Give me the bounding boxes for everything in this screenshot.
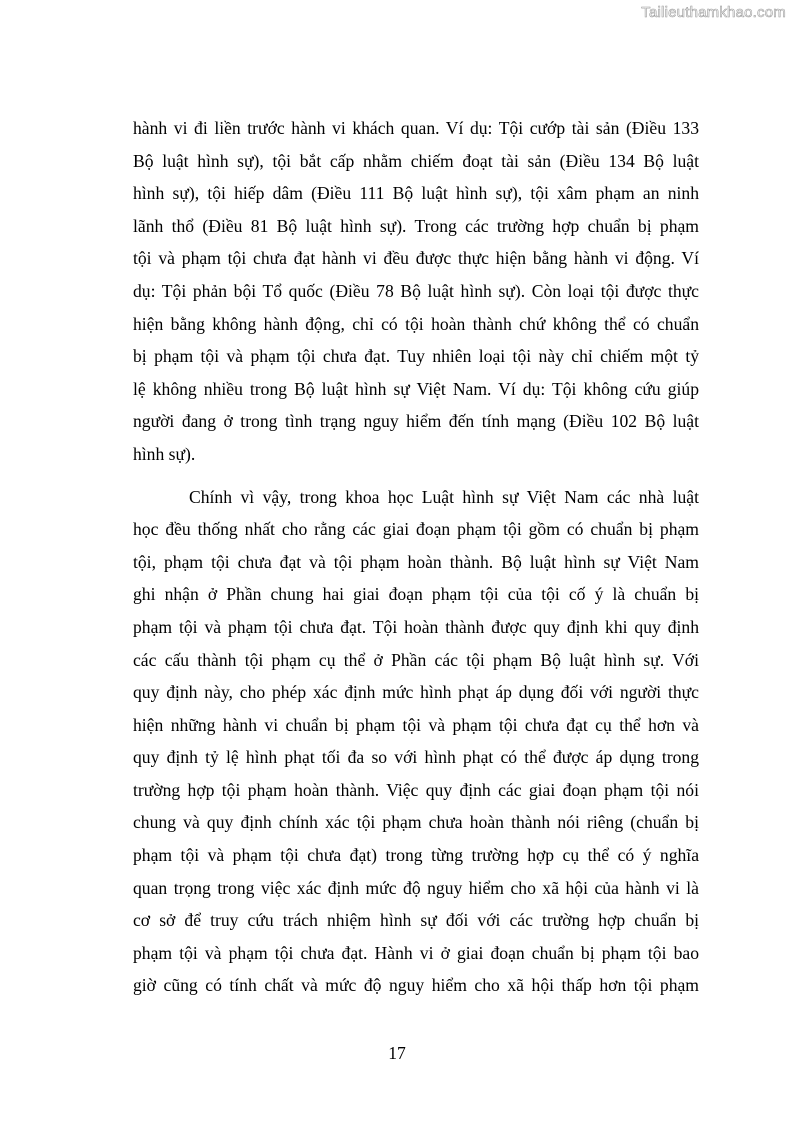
text-line: quy định tỷ lệ hình phạt tối đa so với hình phạt có thể được áp dụng trong xyxy=(133,747,699,768)
text-line: Bộ luật hình sự), tội bắt cấp nhằm chiếm đoạt tài sản (Điều 134 Bộ luật xyxy=(133,150,699,171)
text-line: giờ cũng có tính chất và mức độ nguy hiểm cho xã hội thấp hơn tội phạm xyxy=(133,975,699,996)
text-line: phạm tội và phạm tội chưa đạt. Hành vi ở giai đoạn chuẩn bị phạm tội bao xyxy=(133,942,699,963)
text-line: hiện bằng không hành động, chỉ có tội hoàn thành chứ không thể có chuẩn xyxy=(133,313,699,334)
text-line: bị phạm tội và phạm tội chưa đạt. Tuy nhiên loại tội này chỉ chiếm một tỷ xyxy=(133,346,699,367)
watermark-text: Tailieuthamkhao.com xyxy=(641,4,786,21)
text-line: trường hợp tội phạm hoàn thành. Việc quy định các giai đoạn phạm tội nói xyxy=(133,779,699,800)
text-line: cơ sở để truy cứu trách nhiệm hình sự đối với các trường hợp chuẩn bị xyxy=(133,910,699,931)
text-line: Chính vì vậy, trong khoa học Luật hình sự Việt Nam các nhà luật xyxy=(189,486,699,507)
page-number: 17 xyxy=(388,1043,406,1063)
text-line: các cấu thành tội phạm cụ thể ở Phần các tội phạm Bộ luật hình sự. Với xyxy=(133,649,699,670)
text-line: chung và quy định chính xác tội phạm chưa hoàn thành nói riêng (chuẩn bị xyxy=(133,812,699,833)
text-line: hiện những hành vi chuẩn bị phạm tội và phạm tội chưa đạt cụ thể hơn và xyxy=(133,714,699,735)
text-line: phạm tội và phạm tội chưa đạt. Tội hoàn thành được quy định khi quy định xyxy=(133,616,699,637)
text-line: học đều thống nhất cho rằng các giai đoạn phạm tội gồm có chuẩn bị phạm xyxy=(133,519,699,540)
text-line: hình sự), tội hiếp dâm (Điều 111 Bộ luật hình sự), tội xâm phạm an ninh xyxy=(133,183,699,204)
text-line: hình sự). xyxy=(133,443,196,464)
text-line: hành vi đi liền trước hành vi khách quan. Ví dụ: Tội cướp tài sản (Điều 133 xyxy=(133,118,699,138)
text-line: phạm tội và phạm tội chưa đạt) trong từng trường hợp cụ thể có ý nghĩa xyxy=(133,845,699,866)
text-line: quy định này, cho phép xác định mức hình phạt áp dụng đối với người thực xyxy=(133,682,699,703)
text-line: ghi nhận ở Phần chung hai giai đoạn phạm tội của tội cố ý là chuẩn bị xyxy=(133,584,699,605)
text-line: tội, phạm tội chưa đạt và tội phạm hoàn thành. Bộ luật hình sự Việt Nam xyxy=(133,551,699,572)
text-line: quan trọng trong việc xác định mức độ nguy hiểm cho xã hội của hành vi là xyxy=(133,877,699,898)
text-line: người đang ở trong tình trạng nguy hiểm đến tính mạng (Điều 102 Bộ luật xyxy=(133,411,699,432)
text-line: lãnh thổ (Điều 81 Bộ luật hình sự). Trong các trường hợp chuẩn bị phạm xyxy=(133,215,699,236)
document-body xyxy=(133,112,699,1002)
text-line: lệ không nhiều trong Bộ luật hình sự Việt Nam. Ví dụ: Tội không cứu giúp xyxy=(133,378,699,399)
text-line: dụ: Tội phản bội Tổ quốc (Điều 78 Bộ luật hình sự). Còn loại tội được thực xyxy=(133,280,699,301)
paragraph-2 xyxy=(133,481,699,1003)
text-line: tội và phạm tội chưa đạt hành vi đều được thực hiện bằng hành vi động. Ví xyxy=(133,248,699,269)
paragraph-1 xyxy=(133,112,699,471)
